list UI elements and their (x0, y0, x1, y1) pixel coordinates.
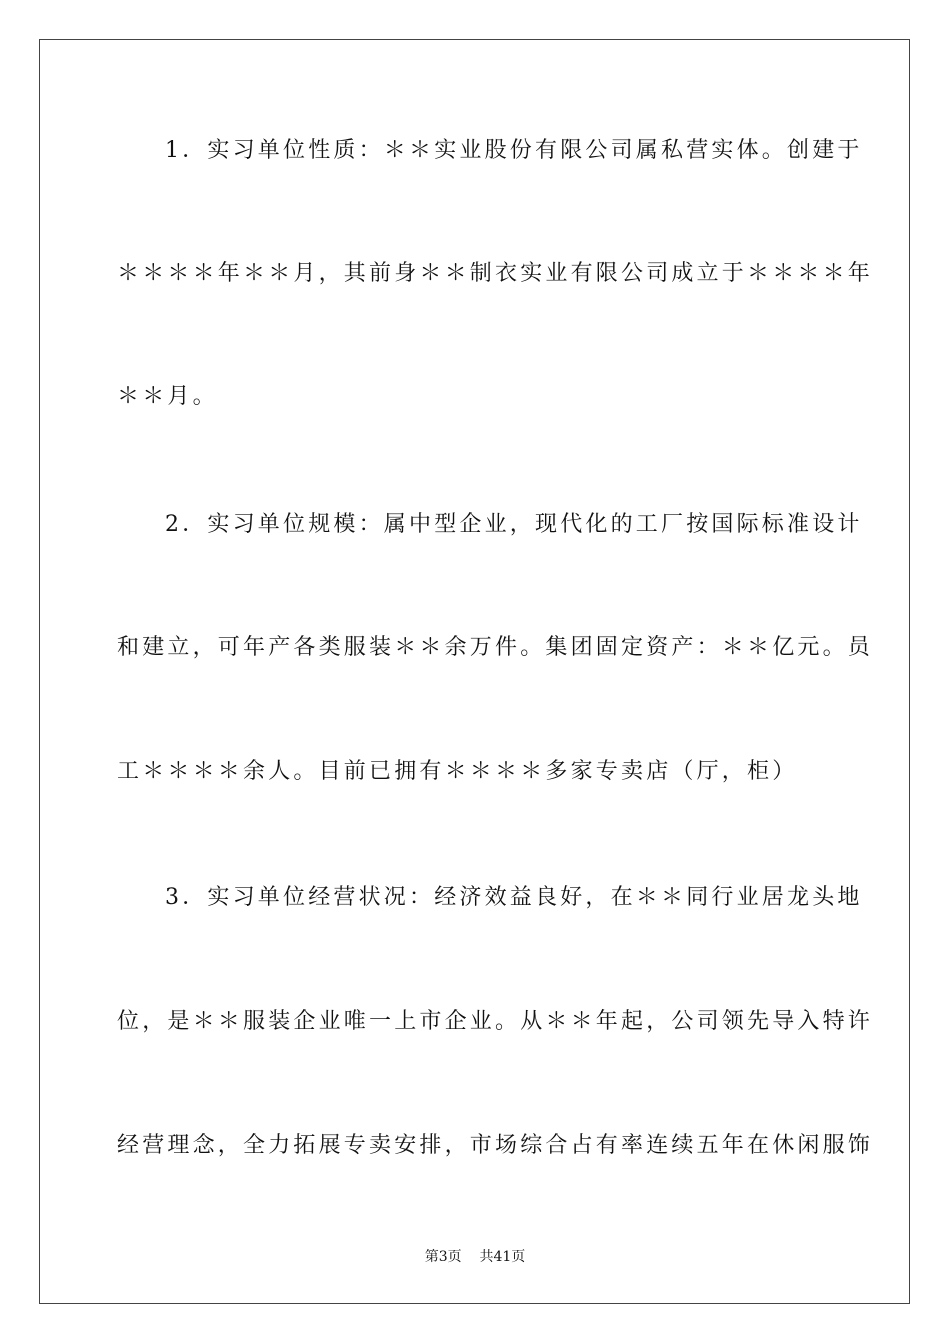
text-line-5: 和建立，可年产各类服装＊＊余万件。集团固定资产：＊＊亿元。员 (117, 635, 874, 660)
text-line-6: 工＊＊＊＊余人。目前已拥有＊＊＊＊多家专卖店（厅，柜） (117, 759, 798, 784)
page-border (39, 39, 910, 1304)
text-line-7: 3．实习单位经营状况：经济效益良好，在＊＊同行业居龙头地 (165, 885, 863, 910)
text-line-3: ＊＊月。 (117, 384, 218, 409)
text-line-2: ＊＊＊＊年＊＊月，其前身＊＊制衣实业有限公司成立于＊＊＊＊年 (117, 261, 874, 286)
text-line-8: 位，是＊＊服装企业唯一上市企业。从＊＊年起，公司领先导入特许 (117, 1009, 874, 1034)
text-line-9: 经营理念，全力拓展专卖安排，市场综合占有率连续五年在休闲服饰 (117, 1133, 874, 1158)
text-line-1: 1．实习单位性质：＊＊实业股份有限公司属私营实体。创建于 (165, 138, 863, 163)
page-number-footer: 第3页 共41页 (424, 1249, 526, 1265)
text-line-4: 2．实习单位规模：属中型企业，现代化的工厂按国际标准设计 (165, 512, 863, 537)
